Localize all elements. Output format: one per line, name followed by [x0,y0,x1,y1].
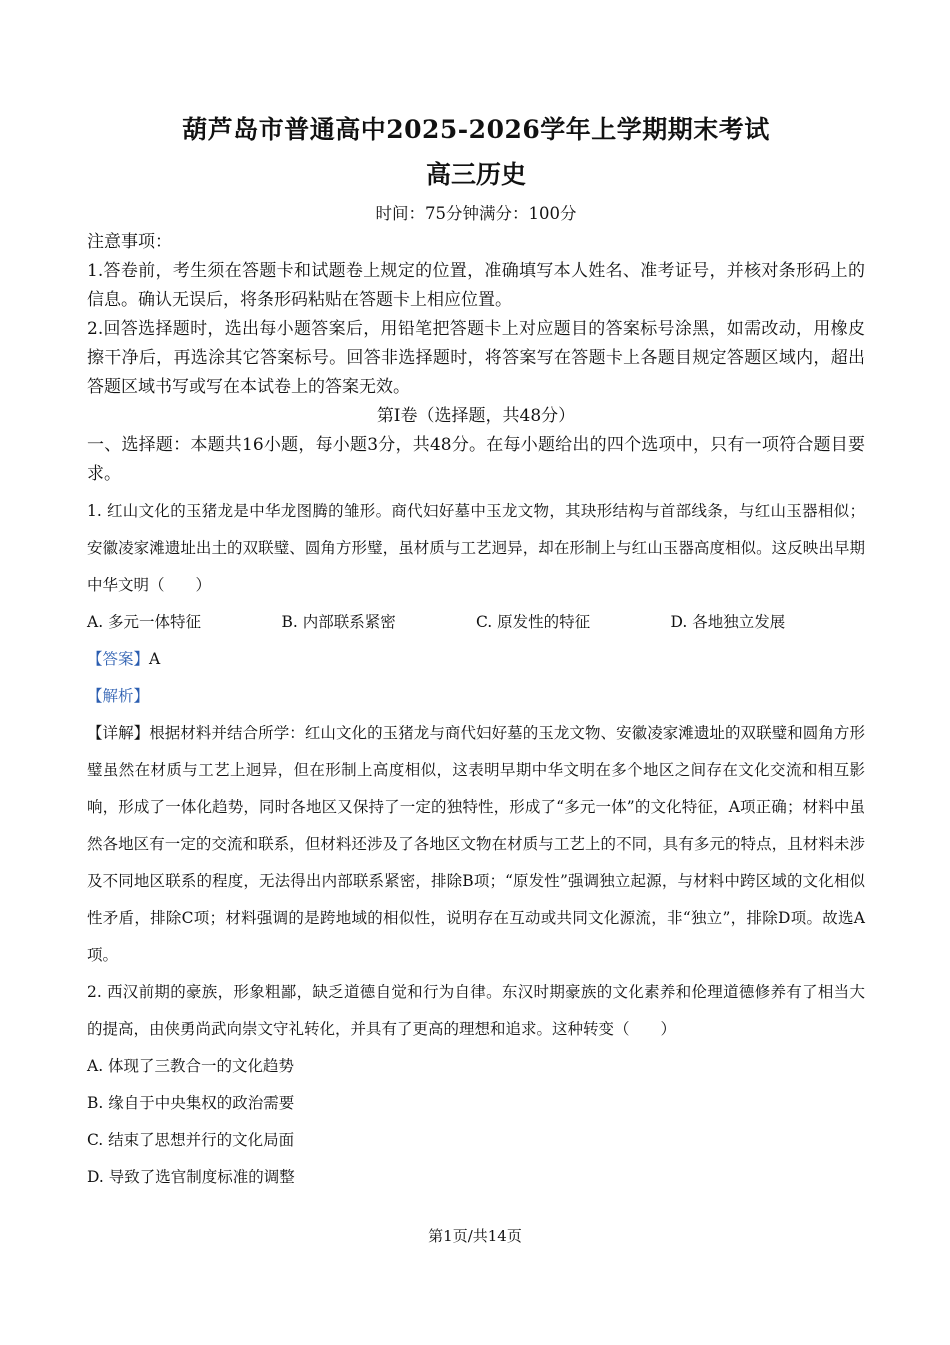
analysis-tag: 【解析】 [87,687,150,705]
question-1-options [87,604,865,641]
question-2-option-b: B. 缘自于中央集权的政治需要 [87,1094,295,1112]
exam-time-info: 时间：75分钟满分：100分 [375,204,577,223]
page-footer: 第1页/共14页 [428,1227,522,1245]
notice-item-2: 2.回答选择题时，选出每小题答案后，用铅笔把答题卡上对应题目的答案标号涂黑，如需改动，用橡皮擦干净后，再选涂其它答案标号。回答非选择题时，将答案写在答题卡上各题目规定答题区域内，超出答题区域书写或写在本试卷上的答案无效。 [87,319,865,397]
detail-text: 根据材料并结合所学：红山文化的玉猪龙与商代妇好墓的玉龙文物、安徽凌家滩遗址的双联璧和圆角方形璧虽然在材质与工艺上迥异，但在形制上高度相似，这表明早期中华文明在多个地区之间存在文化交流和相互影响，形成了一体化趋势，同时各地区又保持了一定的独特性，形成了“多元一体”的文化特征，A项正确；材料中虽然各地区有一定的交流和联系，但材料还涉及了各地区文物在材质与工艺上的不同，具有多元的特点，且材料未涉及不同地区联系的程度，无法得出内部联系紧密，排除B项；“原发性”强调独立起源，与材料中跨区域的文化相似性矛盾，排除C项；材料强调的是跨地域的相似性，说明存在互动或共同文化源流，非“独立”，排除D项。故选A项。 [87,724,865,964]
notice-heading: 注意事项： [87,232,172,252]
question-1-stem: 1. 红山文化的玉猪龙是中华龙图腾的雏形。商代妇好墓中玉龙文物，其玦形结构与首部线条，与红山玉器相似；安徽凌家滩遗址出土的双联璧、圆角方形璧，虽材质与工艺迥异，却在形制上与红山玉器高度相似。这反映出早期中华文明（ ） [87,502,865,594]
question-1-option-d: D. 各地独立发展 [670,613,786,631]
question-1-option-c: C. 原发性的特征 [476,613,591,631]
question-2 [87,974,865,1196]
question-1 [87,493,865,974]
question-2-stem: 2. 西汉前期的豪族，形象粗鄙，缺乏道德自觉和行为自律。东汉时期豪族的文化素养和伦理道德修养有了相当大的提高，由侠勇尚武向崇文守礼转化，并具有了更高的理想和追求。这种转变（ ） [87,983,865,1038]
question-1-answer [87,641,865,678]
question-1-detail [87,715,865,974]
question-1-analysis [87,678,865,715]
question-1-option-b: B. 内部联系紧密 [281,613,396,631]
section-instruction: 一、选择题：本题共16小题，每小题3分，共48分。在每小题给出的四个选项中，只有一项符合题目要求。 [87,435,865,484]
detail-tag: 【详解】 [87,724,150,742]
question-2-option-a: A. 体现了三教合一的文化趋势 [87,1057,295,1075]
page-content [87,112,865,1196]
notice-item-1: 1.答卷前，考生须在答题卡和试题卷上规定的位置，准确填写本人姓名、准考证号，并核对条形码上的信息。确认无误后，将条形码粘贴在答题卡上相应位置。 [87,261,865,310]
answer-value: A [149,650,161,668]
exam-subject: 高三历史 [425,160,526,189]
section-heading: 第Ⅰ卷（选择题，共48分） [376,406,576,426]
question-2-option-d: D. 导致了选官制度标准的调整 [87,1168,295,1186]
question-1-option-a: A. 多元一体特征 [87,613,202,631]
exam-title: 葫芦岛市普通高中2025-2026学年上学期期末考试 [182,115,770,144]
answer-tag: 【答案】 [87,650,150,668]
question-2-option-c: C. 结束了思想并行的文化局面 [87,1131,295,1149]
